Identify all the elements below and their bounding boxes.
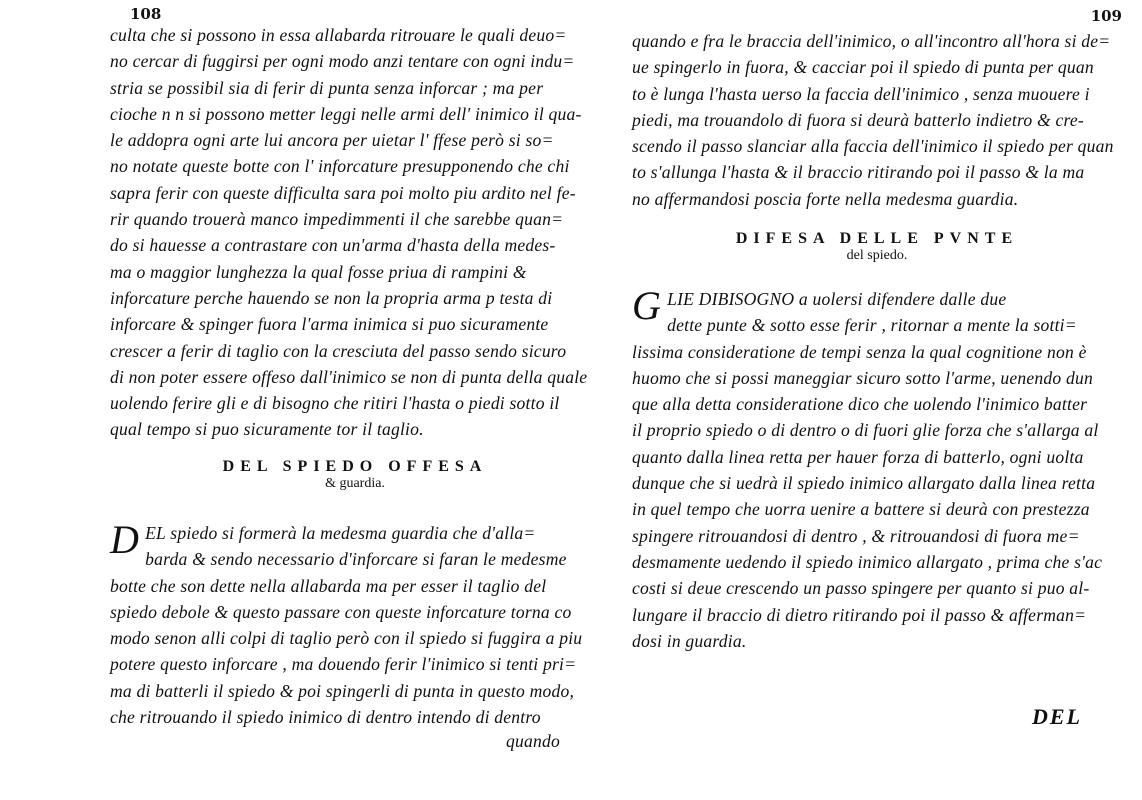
text-line: huomo che si possi maneggiar sicuro sotto l'arme, uenendo dun [632, 367, 1093, 388]
text-line: uolendo ferire gli e di bisogno che ritiri l'hasta o piedi sotto il [110, 393, 560, 414]
text-line: di non poter essere offeso dall'inimico se non di punta della quale [110, 366, 588, 387]
text-line: inforcature perche hauendo se non la propria arma p testa di [110, 287, 553, 308]
text-line: to s'allunga l'hasta & il braccio ritirando poi il passo & la ma [632, 162, 1085, 183]
text-line: ue spingerlo in fuora, & cacciar poi il spiedo di punta per quan [632, 57, 1094, 78]
text-line: quanto dalla linea retta per hauer forza di batterlo, ogni uolta [632, 446, 1084, 467]
heading-title: DIFESA DELLE PVNTE [735, 230, 1019, 247]
text-line: ma o maggior lunghezza la qual fosse priua di rampini & [110, 261, 527, 282]
text-line: stria se possibil sia di ferir di punta senza inforcar ; ma per [110, 77, 544, 98]
text-line: do si hauesse a contrastare con un'arma d'hasta della medes- [110, 235, 556, 256]
heading-subtitle: del spiedo. [846, 248, 908, 263]
heading-subtitle: & guardia. [325, 476, 385, 491]
text-line: sapra ferir con queste difficulta sara poi molto piu ardito nel fe- [110, 182, 576, 203]
text-line: piedi, ma trouandolo di fuora si deurà batterlo indietro & cre- [632, 109, 1084, 130]
text-line: cioche n n si possono metter leggi nelle armi dell' inimico il qua- [110, 103, 582, 124]
text-line: que alla detta consideratione dico che uolendo l'inimico batter [632, 394, 1088, 415]
text-line: che ritrouando il spiedo inimico di dentro intendo di dentro [110, 707, 541, 728]
text-line: no cercar di fuggirsi per ogni modo anzi tentare con ogni indu= [110, 51, 575, 72]
text-line: potere questo inforcare , ma douendo ferir l'inimico si tenti pri= [110, 654, 577, 675]
text-line: quando e fra le braccia dell'inimico, o all'incontro all'hora si de= [632, 31, 1111, 51]
page-number: 108 [130, 5, 162, 23]
text-line: barda & sendo necessario d'inforcare si faran le medesme [145, 549, 567, 570]
drop-cap: G [632, 283, 662, 328]
text-line: il proprio spiedo o di dentro o di fuori glie forza che s'allarga al [632, 420, 1099, 441]
text-line: modo senon alli colpi di taglio però con il spiedo si fuggira a piu [110, 628, 583, 649]
text-line: ma di batterli il spiedo & poi spingerli di punta in questo modo, [110, 680, 575, 701]
left-para1 [110, 22, 587, 443]
text-line: spiedo debole & questo passare con queste inforcature torna co [110, 601, 572, 622]
section-heading [110, 458, 600, 492]
text-line: inforcare & spinger fuora l'arma inimica si puo sicuramente [110, 314, 549, 335]
text-line: lissima consideratione de tempi senza la qual cognitione non è [632, 341, 1087, 362]
first-line: LIE DIBISOGNO a uolersi difendere dalle due [667, 289, 1007, 309]
text-line: dosi in guardia. [632, 630, 747, 651]
text-line: dunque che si uedrà il spiedo inimico allargato dalla linea retta [632, 473, 1096, 494]
first-line: EL spiedo si formerà la medesma guardia che d'alla= [145, 523, 536, 543]
section-heading [632, 230, 1122, 264]
text-line: to è lunga l'hasta uerso la faccia dell'inimico , senza muouere i [632, 83, 1090, 104]
catchword: DEL [1032, 704, 1082, 729]
text-line: no affermandosi poscia forte nella medesma guardia. [632, 188, 1019, 209]
left-para2 [110, 517, 600, 730]
text-line: crescer a ferir di taglio con la cresciuta del passo sendo sicuro [110, 340, 567, 361]
text-line: desmamente uedendo il spiedo inimico allargato , prima che s'ac [632, 551, 1103, 572]
text-line: spingere ritrouandosi di dentro , & ritrouandosi di fuora me= [632, 525, 1080, 546]
text-line: rir quando trouerà manco impedimmenti il che sarebbe quan= [110, 209, 564, 230]
text-line: culta che si possono in essa allabarda ritrouare le quali deuo= [110, 25, 567, 45]
drop-cap: D [110, 517, 140, 562]
text-line: le addopra ogni arte lui ancora per uietar l' ffese però si so= [110, 130, 554, 151]
heading-title: DEL SPIEDO OFFESA [222, 458, 488, 475]
text-line: costi si deue crescendo un passo spingere per quanto si puo al- [632, 578, 1090, 599]
right-para2 [632, 283, 1122, 654]
text-line: scendo il passo slanciar alla faccia dell'inimico il spiedo per quan [632, 136, 1114, 157]
text-line: lungare il braccio di dietro ritirando poi il passo & afferman= [632, 604, 1087, 625]
text-line: no notate queste botte con l' inforcature presupponendo che chi [110, 156, 570, 177]
catchword: quando [506, 731, 560, 751]
text-line: qual tempo si puo sicuramente tor il taglio. [110, 419, 424, 440]
page-number: 109 [1090, 7, 1122, 25]
right-para1 [632, 28, 1114, 212]
text-line: in quel tempo che uorra uenire a battere si deurà con prestezza [632, 499, 1090, 520]
text-line: dette punte & sotto esse ferir , ritornar a mente la sotti= [667, 315, 1077, 336]
text-line: botte che son dette nella allabarda ma per esser il taglio del [110, 575, 547, 596]
